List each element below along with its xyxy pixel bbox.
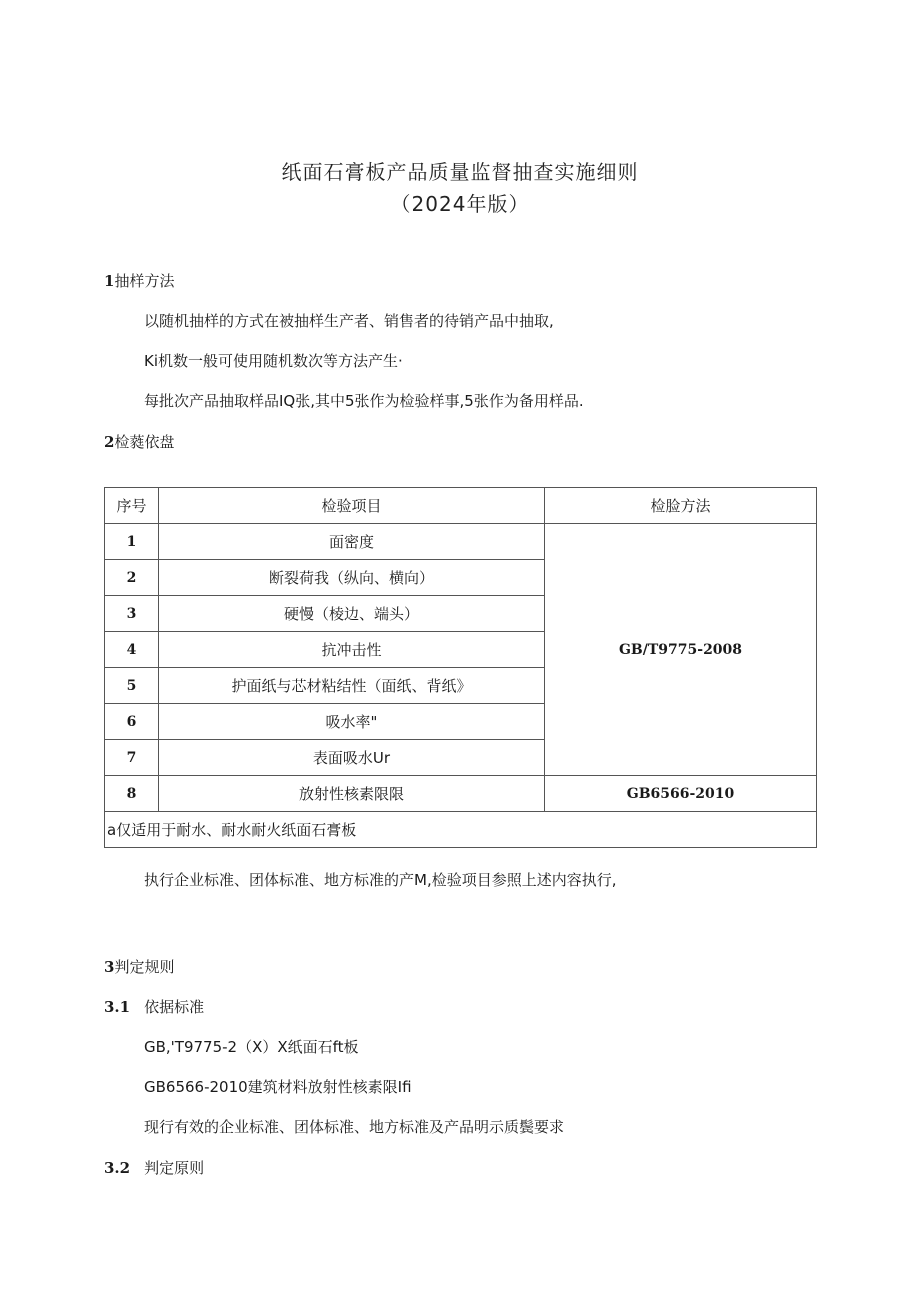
section-1-heading [104,270,174,291]
section-1-number: 1 [104,272,115,290]
row-number: 7 [105,740,159,776]
table-header-row [105,488,817,524]
section-1-paragraph: 以随机抽样的方式在被抽样生产者、销售者的待销产品中抽取, [144,312,554,330]
row-item: 硬慢（棱边、端头） [159,596,545,632]
row-number: 4 [105,632,159,668]
table-row [105,524,817,560]
subsection-3-1-number: 3.1 [104,998,131,1016]
section-1-paragraph: 每批次产品抽取样品IQ张,其中5张作为检验样事,5张作为备用样品. [144,392,584,410]
section-1-title: 抽样方法 [114,272,175,290]
section-2-number: 2 [104,433,115,451]
subsection-3-2-title: 判定原则 [144,1159,205,1177]
document-subtitle: （2024年版） [390,192,530,216]
row-number: 6 [105,704,159,740]
row-number: 3 [105,596,159,632]
section-2-heading [104,431,174,452]
section-2-title: 检蕤依盘 [114,433,175,451]
inspection-table [104,487,817,848]
section-1-paragraph: Ki机数一般可使用随机数次等方法产生· [144,352,403,370]
table-note-row [105,812,817,848]
table-footnote: a仅适用于耐水、耐水耐火纸面石膏板 [105,812,817,848]
method-gb-t9775: GB/T9775-2008 [545,524,817,776]
subsection-3-2-heading [104,1157,204,1178]
row-item: 护面纸与芯材粘结性（面纸、背纸》 [159,668,545,704]
row-item: 吸水率" [159,704,545,740]
subsection-3-1-title: 依据标准 [144,998,205,1016]
header-method: 检脸方法 [545,488,817,524]
method-gb6566: GB6566-2010 [545,776,817,812]
section-3-title: 判定规则 [114,958,175,976]
standard-item: GB,'T9775-2（X）X纸面石ft板 [144,1038,359,1056]
header-item: 检验项目 [159,488,545,524]
standard-item: GB6566-2010建筑材料放射性核素限Ifi [144,1078,412,1096]
row-item: 放射性核素限限 [159,776,545,812]
row-number: 2 [105,560,159,596]
row-number: 8 [105,776,159,812]
row-item: 断裂荷我（纵向、横向） [159,560,545,596]
row-number: 1 [105,524,159,560]
row-item: 面密度 [159,524,545,560]
row-item: 抗冲击性 [159,632,545,668]
row-item: 表面吸水Ur [159,740,545,776]
header-serial: 序号 [105,488,159,524]
document-title: 纸面石膏板产品质量监督抽查实施细则 [281,160,639,184]
row-number: 5 [105,668,159,704]
subsection-3-1-heading [104,996,204,1017]
standard-item: 现行有效的企业标准、团体标准、地方标准及产品明示质鬓要求 [144,1118,565,1136]
table-row [105,776,817,812]
section-3-number: 3 [104,958,115,976]
section-2-after-text: 执行企业标准、团体标准、地方标准的产M,检验项目参照上述内容执行, [144,871,617,889]
section-3-heading [104,956,174,977]
subsection-3-2-number: 3.2 [104,1159,131,1177]
